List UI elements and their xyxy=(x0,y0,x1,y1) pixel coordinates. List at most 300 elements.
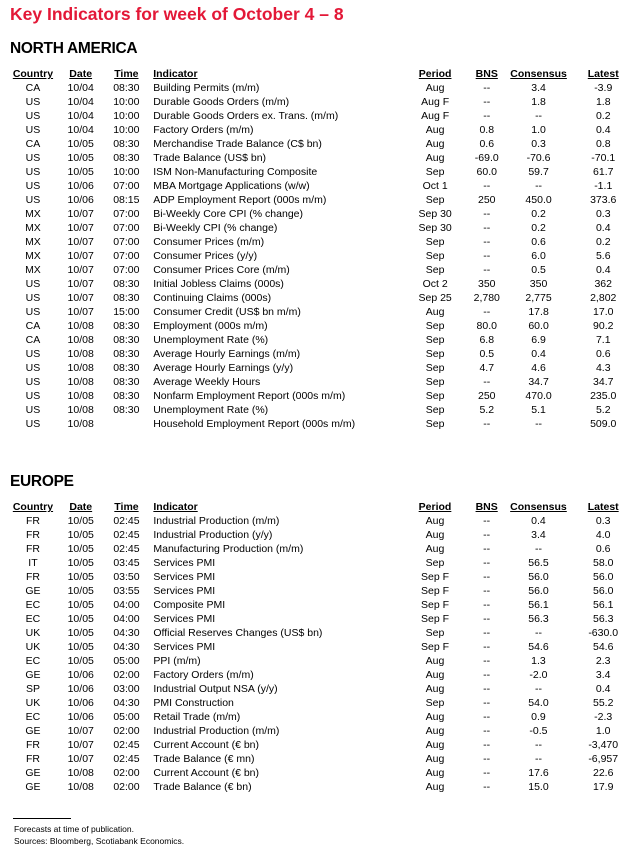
table-row xyxy=(10,361,635,375)
period-cell: Aug xyxy=(425,82,445,94)
table-header-row xyxy=(10,67,635,81)
country-cell: US xyxy=(25,404,41,416)
table-row xyxy=(10,179,635,193)
country-cell: US xyxy=(25,362,41,374)
date-cell: 10/08 xyxy=(67,362,94,374)
period-cell: Aug xyxy=(425,306,445,318)
consensus-cell: 0.2 xyxy=(531,208,546,220)
time-cell: 02:00 xyxy=(113,767,140,779)
period-cell: Sep xyxy=(425,557,445,569)
latest-cell: 362 xyxy=(594,278,612,290)
date-cell: 10/05 xyxy=(67,557,94,569)
table-row xyxy=(10,291,635,305)
country-cell: MX xyxy=(25,208,41,220)
table-row xyxy=(10,193,635,207)
time-cell: 10:00 xyxy=(113,110,140,122)
indicator-cell: Bi-Weekly Core CPI (% change) xyxy=(153,208,303,220)
time-cell: 05:00 xyxy=(113,655,140,667)
country-cell: US xyxy=(25,152,41,164)
country-cell: US xyxy=(25,390,41,402)
time-cell: 08:30 xyxy=(113,376,140,388)
indicator-cell: Merchandise Trade Balance (C$ bn) xyxy=(153,138,322,150)
latest-cell: 3.4 xyxy=(595,669,611,681)
latest-cell: 56.1 xyxy=(592,599,614,611)
period-cell: Sep xyxy=(425,376,445,388)
time-cell: 10:00 xyxy=(113,166,140,178)
indicator-cell: Factory Orders (m/m) xyxy=(153,669,254,681)
consensus-cell: 4.6 xyxy=(531,362,546,374)
consensus-cell: 2,775 xyxy=(525,292,552,304)
consensus-cell: 350 xyxy=(529,278,548,290)
indicator-cell: Bi-Weekly CPI (% change) xyxy=(153,222,278,234)
latest-cell: -70.1 xyxy=(591,152,616,164)
time-cell: 07:00 xyxy=(113,264,140,276)
indicator-cell: Services PMI xyxy=(153,571,216,583)
consensus-cell: 56.3 xyxy=(528,613,549,625)
consensus-cell: -- xyxy=(535,418,543,430)
time-cell xyxy=(105,417,147,431)
time-cell: 02:45 xyxy=(113,543,140,555)
country-cell: CA xyxy=(25,138,41,150)
country-cell: US xyxy=(25,306,41,318)
bns-cell: -- xyxy=(483,767,491,779)
latest-cell: 2,802 xyxy=(590,292,617,304)
date-cell: 10/05 xyxy=(67,543,94,555)
indicator-cell: Consumer Prices Core (m/m) xyxy=(153,264,290,276)
period-cell: Sep F xyxy=(420,613,449,625)
bns-cell: 5.2 xyxy=(479,404,495,416)
bns-cell: 0.6 xyxy=(479,138,495,150)
consensus-cell: -- xyxy=(534,627,542,639)
period-cell: Aug xyxy=(425,669,445,681)
table-row xyxy=(10,277,635,291)
bns-cell: -- xyxy=(483,739,491,751)
time-cell: 10:00 xyxy=(113,124,140,136)
country-cell: US xyxy=(25,278,41,290)
table-row xyxy=(10,347,635,361)
consensus-cell: 0.6 xyxy=(531,236,546,248)
date-cell: 10/08 xyxy=(67,320,94,332)
bns-cell: 0.5 xyxy=(479,348,495,360)
indicator-cell: Durable Goods Orders ex. Trans. (m/m) xyxy=(153,110,339,122)
period-cell: Aug xyxy=(425,543,445,555)
date-cell: 10/05 xyxy=(67,138,94,150)
latest-cell: 0.3 xyxy=(595,515,611,527)
table-row xyxy=(10,570,635,584)
consensus-cell: 450.0 xyxy=(525,194,552,206)
date-cell: 10/05 xyxy=(67,655,94,667)
bns-cell: 2,780 xyxy=(473,292,500,304)
col-header-period: Period xyxy=(418,501,452,513)
country-cell: FR xyxy=(25,753,40,765)
north-america-table xyxy=(10,67,635,431)
europe-rows xyxy=(10,514,635,794)
latest-cell: 17.9 xyxy=(592,781,614,793)
period-cell: Sep 30 xyxy=(418,222,452,234)
bns-cell: -- xyxy=(483,515,491,527)
country-cell: CA xyxy=(25,320,41,332)
consensus-cell: -- xyxy=(534,739,542,751)
date-cell: 10/07 xyxy=(67,725,94,737)
table-row xyxy=(10,654,635,668)
period-cell: Sep xyxy=(425,697,445,709)
latest-cell: 0.2 xyxy=(595,110,611,122)
latest-cell: -630.0 xyxy=(588,627,619,639)
bns-cell: -- xyxy=(483,599,491,611)
period-cell: Aug xyxy=(425,725,445,737)
indicator-cell: Composite PMI xyxy=(153,599,226,611)
consensus-cell: -- xyxy=(534,543,542,555)
bns-cell: -- xyxy=(483,585,491,597)
time-cell: 04:30 xyxy=(113,641,140,653)
date-cell: 10/08 xyxy=(67,390,94,402)
country-cell: US xyxy=(25,124,41,136)
country-cell: US xyxy=(25,418,41,430)
time-cell: 04:00 xyxy=(113,599,140,611)
bns-cell: 250 xyxy=(477,194,496,206)
time-cell: 02:45 xyxy=(113,515,140,527)
period-cell: Sep xyxy=(425,166,445,178)
country-cell: US xyxy=(25,194,41,206)
time-cell: 08:15 xyxy=(113,194,140,206)
latest-cell: 34.7 xyxy=(593,376,614,388)
country-cell: MX xyxy=(25,264,41,276)
time-cell: 05:00 xyxy=(113,711,140,723)
bns-cell: -- xyxy=(483,529,491,541)
country-cell: GE xyxy=(25,767,41,779)
date-cell: 10/08 xyxy=(67,348,94,360)
consensus-cell: 0.4 xyxy=(531,348,546,360)
bns-cell: 60.0 xyxy=(476,166,497,178)
country-cell: US xyxy=(25,292,41,304)
table-row xyxy=(10,249,635,263)
time-cell: 02:45 xyxy=(113,739,140,751)
country-cell: FR xyxy=(25,515,40,527)
footnote-sources: Sources: Bloomberg, Scotiabank Economics. xyxy=(14,836,185,846)
table-row xyxy=(10,528,635,542)
consensus-cell: 34.7 xyxy=(528,376,549,388)
bns-cell: -- xyxy=(483,376,491,388)
latest-cell: 0.4 xyxy=(595,683,611,695)
indicator-cell: Nonfarm Employment Report (000s m/m) xyxy=(153,390,346,402)
country-cell: EC xyxy=(25,599,41,611)
country-cell: US xyxy=(25,376,41,388)
time-cell: 08:30 xyxy=(113,404,140,416)
country-cell: US xyxy=(25,180,41,192)
latest-cell: 17.0 xyxy=(593,306,614,318)
col-header-time: Time xyxy=(114,501,139,513)
date-cell: 10/05 xyxy=(67,515,94,527)
section-title-europe: EUROPE xyxy=(10,473,74,490)
indicator-cell: Services PMI xyxy=(153,585,216,597)
date-cell: 10/06 xyxy=(67,194,94,206)
period-cell: Sep F xyxy=(420,585,449,597)
col-header-consensus: Consensus xyxy=(510,68,567,80)
footnote-forecasts: Forecasts at time of publication. xyxy=(14,824,135,834)
consensus-cell: -- xyxy=(534,753,542,765)
bns-cell: 250 xyxy=(477,390,496,402)
period-cell: Aug xyxy=(425,152,445,164)
latest-cell: 0.4 xyxy=(595,264,611,276)
table-header-row xyxy=(10,500,635,514)
latest-cell: 61.7 xyxy=(593,166,614,178)
time-cell: 08:30 xyxy=(113,152,140,164)
country-cell: EC xyxy=(25,655,41,667)
indicator-cell: ADP Employment Report (000s m/m) xyxy=(153,194,327,206)
table-row xyxy=(10,626,635,640)
indicator-cell: Average Hourly Earnings (m/m) xyxy=(153,348,301,360)
table-row xyxy=(10,109,635,123)
latest-cell: 1.0 xyxy=(595,725,611,737)
indicator-cell: Trade Balance (US$ bn) xyxy=(153,152,267,164)
table-row xyxy=(10,165,635,179)
latest-cell: 54.6 xyxy=(592,641,614,653)
time-cell: 10:00 xyxy=(113,96,140,108)
time-cell: 02:00 xyxy=(113,669,140,681)
consensus-cell: 15.0 xyxy=(528,781,549,793)
bns-cell: -- xyxy=(483,683,491,695)
table-row xyxy=(10,780,635,794)
date-cell: 10/07 xyxy=(67,278,94,290)
col-header-country: Country xyxy=(12,68,54,80)
period-cell: Sep xyxy=(425,404,445,416)
date-cell: 10/05 xyxy=(67,627,94,639)
country-cell: MX xyxy=(25,222,41,234)
table-row xyxy=(10,612,635,626)
period-cell: Aug xyxy=(425,138,445,150)
date-cell: 10/06 xyxy=(67,669,94,681)
bns-cell: -- xyxy=(483,753,491,765)
latest-cell: 1.8 xyxy=(595,96,611,108)
indicator-cell: Current Account (€ bn) xyxy=(153,767,259,779)
date-cell: 10/08 xyxy=(67,767,94,779)
consensus-cell: 6.0 xyxy=(531,250,546,262)
indicator-cell: Trade Balance (€ bn) xyxy=(153,781,252,793)
indicator-cell: Consumer Prices (m/m) xyxy=(153,236,265,248)
table-row xyxy=(10,389,635,403)
date-cell: 10/06 xyxy=(67,683,94,695)
latest-cell: 0.6 xyxy=(595,543,611,555)
period-cell: Sep xyxy=(425,418,445,430)
period-cell: Sep F xyxy=(420,599,449,611)
col-header-period: Period xyxy=(418,68,452,80)
country-cell: GE xyxy=(25,585,41,597)
table-row xyxy=(10,598,635,612)
time-cell: 03:50 xyxy=(113,571,140,583)
time-cell: 07:00 xyxy=(113,222,140,234)
country-cell: IT xyxy=(28,557,38,569)
period-cell: Sep xyxy=(425,250,445,262)
bns-cell: -- xyxy=(483,781,491,793)
indicator-cell: PPI (m/m) xyxy=(153,655,201,667)
latest-cell: 4.0 xyxy=(595,529,611,541)
date-cell: 10/04 xyxy=(67,96,94,108)
bns-cell: -- xyxy=(483,180,491,192)
table-row xyxy=(10,668,635,682)
date-cell: 10/05 xyxy=(67,571,94,583)
date-cell: 10/05 xyxy=(67,529,94,541)
date-cell: 10/08 xyxy=(67,418,94,430)
table-row xyxy=(10,319,635,333)
europe-table xyxy=(10,500,635,794)
date-cell: 10/04 xyxy=(67,110,94,122)
indicator-cell: Consumer Credit (US$ bn m/m) xyxy=(153,306,301,318)
latest-cell: 5.6 xyxy=(595,250,611,262)
date-cell: 10/05 xyxy=(67,585,94,597)
period-cell: Aug F xyxy=(421,110,450,122)
consensus-cell: -70.6 xyxy=(526,152,551,164)
col-header-latest: Latest xyxy=(587,68,619,80)
period-cell: Sep xyxy=(425,194,445,206)
time-cell: 03:45 xyxy=(113,557,140,569)
consensus-cell: -0.5 xyxy=(529,725,548,737)
indicator-cell: Consumer Prices (y/y) xyxy=(153,250,258,262)
table-row xyxy=(10,123,635,137)
latest-cell: 509.0 xyxy=(590,418,617,430)
consensus-cell: 0.5 xyxy=(531,264,546,276)
consensus-cell: 59.7 xyxy=(528,166,549,178)
bns-cell: -- xyxy=(483,250,491,262)
country-cell: GE xyxy=(25,669,41,681)
table-row xyxy=(10,752,635,766)
indicator-cell: Industrial Production (m/m) xyxy=(153,515,280,527)
time-cell: 03:55 xyxy=(113,585,140,597)
date-cell: 10/07 xyxy=(67,250,94,262)
bns-cell: -- xyxy=(483,306,491,318)
latest-cell: 0.3 xyxy=(595,208,611,220)
date-cell: 10/05 xyxy=(67,166,94,178)
bns-cell: -- xyxy=(483,418,491,430)
bns-cell: -- xyxy=(483,222,491,234)
time-cell: 08:30 xyxy=(113,320,140,332)
latest-cell: 7.1 xyxy=(595,334,611,346)
table-row xyxy=(10,724,635,738)
date-cell: 10/08 xyxy=(67,334,94,346)
period-cell: Sep xyxy=(425,627,445,639)
consensus-cell: 54.6 xyxy=(528,641,549,653)
period-cell: Sep xyxy=(425,236,445,248)
country-cell: FR xyxy=(25,739,40,751)
date-cell: 10/06 xyxy=(67,697,94,709)
time-cell: 08:30 xyxy=(113,362,140,374)
time-cell: 07:00 xyxy=(113,208,140,220)
period-cell: Sep xyxy=(425,264,445,276)
date-cell: 10/07 xyxy=(67,222,94,234)
date-cell: 10/08 xyxy=(67,781,94,793)
period-cell: Sep F xyxy=(420,571,449,583)
period-cell: Aug xyxy=(425,529,445,541)
table-row xyxy=(10,738,635,752)
date-cell: 10/07 xyxy=(67,208,94,220)
date-cell: 10/07 xyxy=(67,236,94,248)
consensus-cell: -- xyxy=(535,180,543,192)
consensus-cell: 6.9 xyxy=(531,334,546,346)
latest-cell: 56.3 xyxy=(592,613,614,625)
page-title: Key Indicators for week of October 4 – 8 xyxy=(10,4,344,24)
consensus-cell: -2.0 xyxy=(529,669,548,681)
indicator-cell: Initial Jobless Claims (000s) xyxy=(153,278,284,290)
period-cell: Aug xyxy=(425,655,445,667)
period-cell: Sep xyxy=(425,390,445,402)
consensus-cell: 1.8 xyxy=(531,96,546,108)
country-cell: US xyxy=(25,110,41,122)
indicator-cell: Unemployment Rate (%) xyxy=(153,404,269,416)
bns-cell: 80.0 xyxy=(476,320,497,332)
period-cell: Oct 1 xyxy=(422,180,448,192)
time-cell: 03:00 xyxy=(113,683,140,695)
period-cell: Aug xyxy=(425,711,445,723)
col-header-latest: Latest xyxy=(587,501,619,513)
latest-cell: 58.0 xyxy=(592,557,614,569)
country-cell: SP xyxy=(25,683,40,695)
country-cell: US xyxy=(25,166,41,178)
period-cell: Oct 2 xyxy=(422,278,448,290)
date-cell: 10/05 xyxy=(67,599,94,611)
indicator-cell: Services PMI xyxy=(153,641,216,653)
time-cell: 08:30 xyxy=(113,334,140,346)
table-row xyxy=(10,235,635,249)
country-cell: UK xyxy=(25,627,41,639)
consensus-cell: 1.3 xyxy=(531,655,546,667)
consensus-cell: 0.2 xyxy=(531,222,546,234)
indicator-cell: Services PMI xyxy=(153,613,216,625)
bns-cell: -- xyxy=(483,711,491,723)
table-row xyxy=(10,263,635,277)
time-cell: 07:00 xyxy=(113,180,140,192)
col-header-bns: BNS xyxy=(475,68,498,80)
col-header-bns: BNS xyxy=(475,501,498,513)
bns-cell: 4.7 xyxy=(479,362,495,374)
period-cell: Sep F xyxy=(420,641,449,653)
consensus-cell: 470.0 xyxy=(525,390,552,402)
bns-cell: -- xyxy=(483,557,491,569)
period-cell: Aug xyxy=(425,683,445,695)
indicator-cell: Unemployment Rate (%) xyxy=(153,334,269,346)
date-cell: 10/05 xyxy=(67,641,94,653)
consensus-cell: 0.9 xyxy=(531,711,546,723)
country-cell: FR xyxy=(25,543,40,555)
time-cell: 02:45 xyxy=(113,753,140,765)
bns-cell: -- xyxy=(483,697,491,709)
latest-cell: 4.3 xyxy=(595,362,611,374)
consensus-cell: 3.4 xyxy=(531,529,546,541)
indicator-cell: Industrial Production (y/y) xyxy=(153,529,273,541)
bns-cell: 6.8 xyxy=(479,334,495,346)
table-row xyxy=(10,417,635,431)
bns-cell: 350 xyxy=(477,278,496,290)
period-cell: Aug xyxy=(425,515,445,527)
consensus-cell: 60.0 xyxy=(528,320,549,332)
bns-cell: -- xyxy=(483,613,491,625)
indicator-cell: Continuing Claims (000s) xyxy=(153,292,272,304)
col-header-time: Time xyxy=(114,68,139,80)
country-cell: CA xyxy=(25,82,41,94)
time-cell: 04:00 xyxy=(113,613,140,625)
time-cell: 07:00 xyxy=(113,250,140,262)
table-row xyxy=(10,542,635,556)
indicator-cell: Average Weekly Hours xyxy=(153,376,261,388)
date-cell: 10/06 xyxy=(67,711,94,723)
indicator-cell: Industrial Production (m/m) xyxy=(153,725,280,737)
date-cell: 10/07 xyxy=(67,264,94,276)
indicator-cell: Building Permits (m/m) xyxy=(153,82,260,94)
bns-cell: -- xyxy=(483,82,491,94)
time-cell: 02:45 xyxy=(113,529,140,541)
country-cell: EC xyxy=(25,711,41,723)
bns-cell: -- xyxy=(483,96,491,108)
latest-cell: 235.0 xyxy=(590,390,617,402)
bns-cell: -- xyxy=(483,236,491,248)
